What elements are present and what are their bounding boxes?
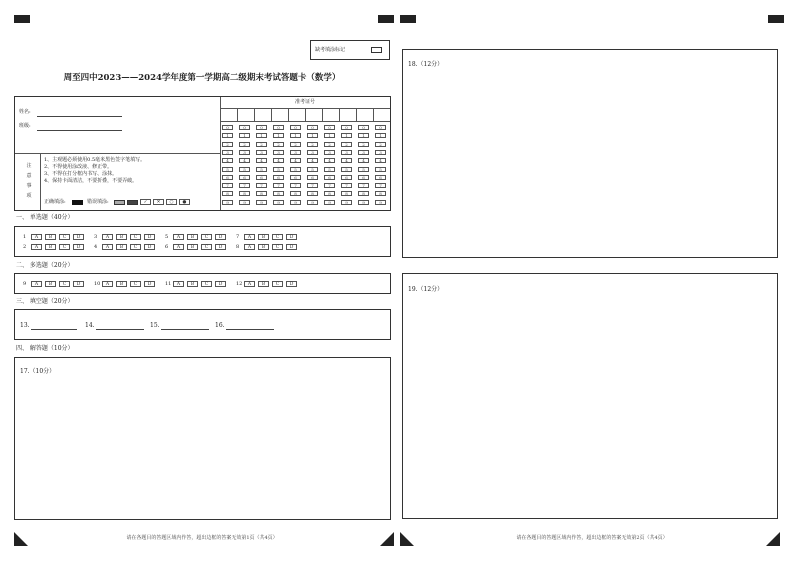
exam-digit-bubble[interactable]: 6 xyxy=(222,175,233,180)
exam-digit-bubble[interactable]: 8 xyxy=(290,191,301,196)
exam-digit-bubble[interactable]: 7 xyxy=(375,183,386,188)
absent-mark-bubble[interactable] xyxy=(371,47,382,53)
single-choice-option-b[interactable]: B xyxy=(45,234,56,240)
single-choice-option-d[interactable]: D xyxy=(144,234,155,240)
multi-choice-option-b[interactable]: B xyxy=(258,281,269,287)
single-choice-box xyxy=(14,226,391,257)
exam-digit-bubble[interactable]: 4 xyxy=(375,158,386,163)
exam-digit-bubble[interactable]: 1 xyxy=(290,133,301,138)
single-choice-option-d[interactable]: D xyxy=(215,234,226,240)
exam-digit-bubble[interactable]: 4 xyxy=(324,158,335,163)
single-choice-option-c[interactable]: C xyxy=(201,234,212,240)
exam-digit-bubble[interactable]: 4 xyxy=(307,158,318,163)
exam-digit-bubble[interactable]: 0 xyxy=(256,125,267,130)
single-choice-number: 7 xyxy=(236,234,240,240)
name-label: 姓名: xyxy=(19,109,31,115)
exam-digit-bubble[interactable]: 5 xyxy=(239,167,250,172)
wrong-mark-circle: ○ xyxy=(166,199,177,205)
exam-digit-bubble[interactable]: 6 xyxy=(239,175,250,180)
exam-digit-bubble[interactable]: 6 xyxy=(290,175,301,180)
single-choice-option-a[interactable]: A xyxy=(31,244,42,250)
single-choice-option-b[interactable]: B xyxy=(258,244,269,250)
registration-mark xyxy=(14,15,30,23)
exam-digit-bubble[interactable]: 5 xyxy=(324,167,335,172)
exam-digit-bubble[interactable]: 7 xyxy=(341,183,352,188)
registration-mark xyxy=(378,15,394,23)
exam-digit-bubble[interactable]: 3 xyxy=(256,150,267,155)
blank-14-field[interactable] xyxy=(96,329,144,330)
fill-blank-box xyxy=(14,309,391,340)
exam-digit-bubble[interactable]: 2 xyxy=(290,142,301,147)
single-choice-option-b[interactable]: B xyxy=(116,244,127,250)
exam-digit-bubble[interactable]: 8 xyxy=(273,191,284,196)
single-choice-option-c[interactable]: C xyxy=(201,244,212,250)
q18-answer-area[interactable] xyxy=(402,49,778,258)
exam-digit-bubble[interactable]: 8 xyxy=(239,191,250,196)
multi-choice-box xyxy=(14,273,391,294)
exam-digit-bubble[interactable]: 8 xyxy=(341,191,352,196)
exam-digit-bubble[interactable]: 1 xyxy=(358,133,369,138)
exam-digit-bubble[interactable]: 9 xyxy=(290,200,301,205)
exam-digit-bubble[interactable]: 7 xyxy=(307,183,318,188)
single-choice-option-b[interactable]: B xyxy=(258,234,269,240)
exam-digit-bubble[interactable]: 5 xyxy=(358,167,369,172)
blank-15-label: 15. xyxy=(150,322,160,329)
blank-13-field[interactable] xyxy=(31,329,77,330)
exam-digit-bubble[interactable]: 0 xyxy=(324,125,335,130)
q18-label: 18.（12分） xyxy=(408,61,444,68)
single-choice-number: 4 xyxy=(94,244,98,250)
single-choice-option-c[interactable]: C xyxy=(272,244,283,250)
multi-choice-option-c[interactable]: C xyxy=(201,281,212,287)
single-choice-option-d[interactable]: D xyxy=(215,244,226,250)
exam-digit-bubble[interactable]: 0 xyxy=(375,125,386,130)
multi-choice-option-c[interactable]: C xyxy=(130,281,141,287)
exam-digit-bubble[interactable]: 3 xyxy=(324,150,335,155)
multi-choice-option-a[interactable]: A xyxy=(244,281,255,287)
exam-digit-bubble[interactable]: 2 xyxy=(222,142,233,147)
info-box xyxy=(14,96,391,211)
exam-digit-bubble[interactable]: 0 xyxy=(290,125,301,130)
exam-digit-bubble[interactable]: 8 xyxy=(324,191,335,196)
exam-digit-bubble[interactable]: 5 xyxy=(307,167,318,172)
exam-digit-bubble[interactable]: 0 xyxy=(239,125,250,130)
single-choice-number: 5 xyxy=(165,234,169,240)
single-choice-option-d[interactable]: D xyxy=(73,234,84,240)
exam-digit-bubble[interactable]: 1 xyxy=(256,133,267,138)
exam-digit-bubble[interactable]: 6 xyxy=(375,175,386,180)
single-choice-option-c[interactable]: C xyxy=(130,244,141,250)
single-choice-number: 2 xyxy=(23,244,27,250)
notice-label: 注 意 事 项 xyxy=(26,163,32,199)
wrong-fill-sample xyxy=(114,200,125,205)
correct-fill-label: 正确填涂: xyxy=(44,199,66,205)
multi-choice-option-c[interactable]: C xyxy=(272,281,283,287)
exam-digit-bubble[interactable]: 1 xyxy=(375,133,386,138)
multi-choice-option-d[interactable]: D xyxy=(73,281,84,287)
exam-digit-bubble[interactable]: 1 xyxy=(341,133,352,138)
single-choice-option-a[interactable]: A xyxy=(173,234,184,240)
exam-digit-bubble[interactable]: 7 xyxy=(273,183,284,188)
multi-choice-option-d[interactable]: D xyxy=(215,281,226,287)
exam-digit-bubble[interactable]: 0 xyxy=(358,125,369,130)
multi-choice-option-d[interactable]: D xyxy=(144,281,155,287)
exam-digit-bubble[interactable]: 8 xyxy=(222,191,233,196)
single-choice-option-d[interactable]: D xyxy=(144,244,155,250)
exam-digit-bubble[interactable]: 5 xyxy=(375,167,386,172)
multi-choice-option-c[interactable]: C xyxy=(59,281,70,287)
class-label: 班级: xyxy=(19,123,31,129)
single-choice-option-b[interactable]: B xyxy=(45,244,56,250)
single-choice-option-a[interactable]: A xyxy=(244,234,255,240)
single-choice-option-c[interactable]: C xyxy=(130,234,141,240)
exam-digit-bubble[interactable]: 3 xyxy=(375,150,386,155)
single-choice-option-c[interactable]: C xyxy=(272,234,283,240)
blank-15-field[interactable] xyxy=(161,329,209,330)
exam-digit-bubble[interactable]: 4 xyxy=(290,158,301,163)
exam-digit-bubble[interactable]: 3 xyxy=(358,150,369,155)
exam-digit-bubble[interactable]: 6 xyxy=(324,175,335,180)
exam-digit-bubble[interactable]: 2 xyxy=(375,142,386,147)
section-single-choice: 一、 单选题（40分） xyxy=(16,214,74,221)
page-title: 周至四中2023——2024学年度第一学期高二级期末考试答题卡（数学） xyxy=(63,73,341,83)
registration-mark xyxy=(400,15,416,23)
exam-digit-bubble[interactable]: 2 xyxy=(273,142,284,147)
single-choice-option-d[interactable]: D xyxy=(286,234,297,240)
exam-digit-bubble[interactable]: 5 xyxy=(341,167,352,172)
single-choice-option-d[interactable]: D xyxy=(286,244,297,250)
exam-digit-bubble[interactable]: 6 xyxy=(341,175,352,180)
exam-digit-bubble[interactable]: 4 xyxy=(358,158,369,163)
single-choice-option-a[interactable]: A xyxy=(244,244,255,250)
exam-digit-bubble[interactable]: 5 xyxy=(273,167,284,172)
exam-digit-bubble[interactable]: 0 xyxy=(307,125,318,130)
wrong-fill-label: 错误填涂: xyxy=(87,199,109,205)
multi-choice-option-b[interactable]: B xyxy=(116,281,127,287)
single-choice-option-b[interactable]: B xyxy=(187,234,198,240)
multi-choice-number: 10 xyxy=(94,281,101,287)
exam-digit-bubble[interactable]: 5 xyxy=(290,167,301,172)
multi-choice-option-a[interactable]: A xyxy=(31,281,42,287)
wrong-fill-sample xyxy=(127,200,138,205)
single-choice-option-b[interactable]: B xyxy=(116,234,127,240)
exam-digit-bubble[interactable]: 0 xyxy=(273,125,284,130)
multi-choice-option-a[interactable]: A xyxy=(173,281,184,287)
absent-mark-label: 缺考填涂标记 xyxy=(315,47,346,53)
single-choice-option-a[interactable]: A xyxy=(102,234,113,240)
exam-digit-bubble[interactable]: 9 xyxy=(358,200,369,205)
exam-digit-bubble[interactable]: 3 xyxy=(341,150,352,155)
section-answer: 四、 解答题（10分） xyxy=(16,345,74,352)
footer-left: 请在各题目的答题区域内作答，超出边框的答案无效第1页（共4页） xyxy=(126,535,278,541)
multi-choice-number: 12 xyxy=(236,281,243,287)
blank-16-label: 16. xyxy=(215,322,225,329)
q17-label: 17.（10分） xyxy=(20,368,56,375)
exam-digit-bubble[interactable]: 9 xyxy=(273,200,284,205)
exam-digit-bubble[interactable]: 9 xyxy=(239,200,250,205)
wrong-mark-cross: ✕ xyxy=(153,199,164,205)
exam-digit-bubble[interactable]: 7 xyxy=(290,183,301,188)
exam-digit-bubble[interactable]: 8 xyxy=(307,191,318,196)
section-fill-blank: 三、 填空题（20分） xyxy=(16,298,74,305)
exam-digit-bubble[interactable]: 4 xyxy=(256,158,267,163)
exam-digit-bubble[interactable]: 6 xyxy=(273,175,284,180)
exam-digit-bubble[interactable]: 1 xyxy=(307,133,318,138)
single-choice-option-c[interactable]: C xyxy=(59,244,70,250)
exam-digit-bubble[interactable]: 7 xyxy=(256,183,267,188)
exam-digit-bubble[interactable]: 3 xyxy=(307,150,318,155)
exam-digit-bubble[interactable]: 2 xyxy=(341,142,352,147)
exam-digit-bubble[interactable]: 2 xyxy=(358,142,369,147)
exam-digit-bubble[interactable]: 7 xyxy=(324,183,335,188)
single-choice-number: 8 xyxy=(236,244,240,250)
exam-number-label: 准考证号 xyxy=(294,99,315,105)
exam-digit-bubble[interactable]: 9 xyxy=(222,200,233,205)
exam-digit-bubble[interactable]: 1 xyxy=(273,133,284,138)
blank-16-field[interactable] xyxy=(226,329,274,330)
section-multi-choice: 二、 多选题（20分） xyxy=(16,262,74,269)
q17-answer-area[interactable] xyxy=(14,357,391,520)
correct-fill-sample xyxy=(72,200,83,205)
q19-answer-area[interactable] xyxy=(402,273,778,519)
single-choice-option-a[interactable]: A xyxy=(31,234,42,240)
exam-digit-bubble[interactable]: 9 xyxy=(341,200,352,205)
exam-digit-bubble[interactable]: 1 xyxy=(239,133,250,138)
exam-digit-bubble[interactable]: 7 xyxy=(239,183,250,188)
name-field[interactable] xyxy=(37,116,122,117)
multi-choice-option-a[interactable]: A xyxy=(102,281,113,287)
exam-digit-bubble[interactable]: 8 xyxy=(358,191,369,196)
single-choice-option-c[interactable]: C xyxy=(59,234,70,240)
footer-right: 请在各题目的答题区域内作答，超出边框的答案无效第2页（共4页） xyxy=(516,535,668,541)
exam-digit-bubble[interactable]: 3 xyxy=(290,150,301,155)
registration-mark xyxy=(768,15,784,23)
exam-digit-bubble[interactable]: 5 xyxy=(222,167,233,172)
exam-digit-bubble[interactable]: 0 xyxy=(222,125,233,130)
multi-choice-number: 9 xyxy=(23,281,27,287)
exam-digit-bubble[interactable]: 4 xyxy=(273,158,284,163)
absent-mark-box xyxy=(310,40,390,60)
exam-digit-bubble[interactable]: 8 xyxy=(256,191,267,196)
single-choice-option-b[interactable]: B xyxy=(187,244,198,250)
exam-digit-bubble[interactable]: 7 xyxy=(222,183,233,188)
exam-digit-bubble[interactable]: 2 xyxy=(324,142,335,147)
exam-digit-bubble[interactable]: 4 xyxy=(341,158,352,163)
exam-digit-bubble[interactable]: 9 xyxy=(307,200,318,205)
exam-digit-bubble[interactable]: 9 xyxy=(256,200,267,205)
exam-digit-bubble[interactable]: 3 xyxy=(239,150,250,155)
exam-digit-bubble[interactable]: 3 xyxy=(273,150,284,155)
exam-digit-bubble[interactable]: 6 xyxy=(256,175,267,180)
single-choice-number: 3 xyxy=(94,234,98,240)
multi-choice-option-d[interactable]: D xyxy=(286,281,297,287)
wrong-mark-dot: ● xyxy=(179,199,190,205)
exam-digit-bubble[interactable]: 7 xyxy=(358,183,369,188)
exam-digit-bubble[interactable]: 9 xyxy=(324,200,335,205)
exam-digit-bubble[interactable]: 4 xyxy=(222,158,233,163)
class-field[interactable] xyxy=(37,130,122,131)
single-choice-option-a[interactable]: A xyxy=(102,244,113,250)
q19-label: 19.（12分） xyxy=(408,286,444,293)
single-choice-number: 6 xyxy=(165,244,169,250)
blank-14-label: 14. xyxy=(85,322,95,329)
exam-digit-bubble[interactable]: 1 xyxy=(222,133,233,138)
single-choice-option-a[interactable]: A xyxy=(173,244,184,250)
exam-digit-bubble[interactable]: 6 xyxy=(307,175,318,180)
notice-items: 1、主观题必须使用0.5毫米黑色签字笔填写。 2、不得使用涂改液、修正带。 3、不得在打分框内书写、涂抹。 4、保持卡面清洁，不要折叠，不要弄破。 xyxy=(44,157,146,184)
exam-digit-bubble[interactable]: 6 xyxy=(358,175,369,180)
exam-digit-bubble[interactable]: 1 xyxy=(324,133,335,138)
multi-choice-number: 11 xyxy=(165,281,172,287)
wrong-mark-check: ✓ xyxy=(140,199,151,205)
exam-digit-bubble[interactable]: 5 xyxy=(256,167,267,172)
single-choice-option-d[interactable]: D xyxy=(73,244,84,250)
exam-digit-bubble[interactable]: 4 xyxy=(239,158,250,163)
exam-digit-bubble[interactable]: 2 xyxy=(307,142,318,147)
exam-digit-bubble[interactable]: 2 xyxy=(239,142,250,147)
multi-choice-option-b[interactable]: B xyxy=(187,281,198,287)
exam-digit-bubble[interactable]: 2 xyxy=(256,142,267,147)
blank-13-label: 13. xyxy=(20,322,30,329)
exam-digit-bubble[interactable]: 8 xyxy=(375,191,386,196)
multi-choice-option-b[interactable]: B xyxy=(45,281,56,287)
exam-digit-bubble[interactable]: 9 xyxy=(375,200,386,205)
exam-digit-bubble[interactable]: 3 xyxy=(222,150,233,155)
exam-digit-bubble[interactable]: 0 xyxy=(341,125,352,130)
single-choice-number: 1 xyxy=(23,234,27,240)
